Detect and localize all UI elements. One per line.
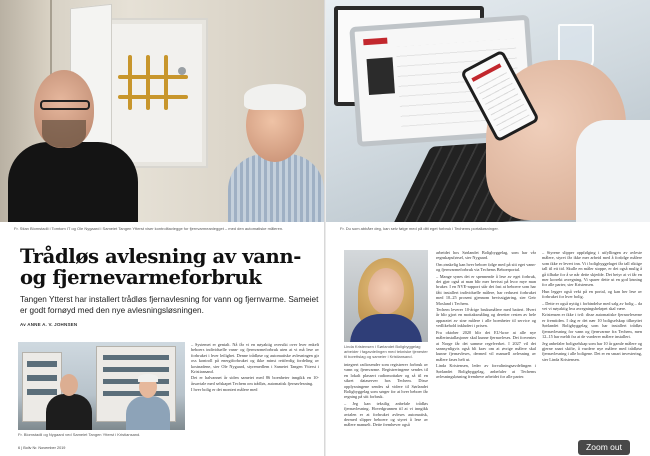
photo-person-man-blue-shirt xyxy=(126,376,170,430)
photo-person-man-black-jacket xyxy=(46,374,92,430)
paragraph: Om ønskelig kan hver beboer følge med på sitt eget vann- og fjernvarmeforbruk via Techems Beboerportal. xyxy=(436,261,536,273)
body-column-right-2 xyxy=(436,250,536,446)
paragraph: – Jeg kan tekstlig anbefale trådløs fjernavlesning. Hovedgrunnen til at vi inngikk avtalen er at forbruket avleses automatisk, dermed slipper beboere og styret å lese av målere manuelt. Dette fremhever også xyxy=(344,400,428,428)
paragraph: Kristensen er ikke i tvil: disse automatiske fjernavleserne er fremtiden. I dag er det nær 10 boligselskap tilknyttet Sørlandet Boligbyggelag som har installert trådløs fjernavlesning for vann og fjernvarme fra Techem, men 12–15 har meldt fra at de vurderer målere installert. xyxy=(542,312,642,340)
photo-laptop-and-phone xyxy=(326,0,650,222)
article-byline: Av ANNE A. V. JOHNSEN xyxy=(20,322,78,327)
photo-person-bearded-man xyxy=(8,70,138,222)
photo-portrait-woman xyxy=(344,250,428,342)
zoom-out-button[interactable]: Zoom out xyxy=(578,440,630,455)
caption-left-top: Fr. Stian Blomstadli i Tomtom IT og Ole Nygaard i Sameiet Tangen Ytterst viser kontrolltavlegge for fjernvarmeanlegget – med den automatiske måleren. xyxy=(14,226,284,231)
paragraph: arbeidet hos Sørlandet Boligbyggelag, som har vår regnskapsførsel, sier Nygaard. xyxy=(436,250,536,261)
caption-right-top: Fr. Du som abbåer deg, kan selv følge med på ditt eget forbruk i Techems portalløsninger. xyxy=(340,226,499,231)
article-headline: Trådløs avlesning av vann- og fjernevarmeforbruk xyxy=(20,245,301,289)
paragraph: – Systemet er genialt. Nå får vi en nøyaktig oversikt over hver enkelt beboers individuelle vann- og fjernvarmeforbruk uten at vi må lese av forbruket i hver leilighet. Denne trådløse og automatiske avlesningen gir oss kontroll på energiforbruket og ikke minst rettferdig fordeling av kostnadene, sier Ole Nygaard, styremedlem i Sameiet Tangen Ytterst i Kristiansand. xyxy=(191,342,319,375)
photo-men-at-meter-cabinet xyxy=(0,0,324,222)
photo-sleeve xyxy=(576,120,650,222)
paragraph: Jeg anbefaler boligselskap som har 10 år gamle målere og gjerne snart skifte, å vurdere nye målere med trådløse fjernavlesning i alle boligene. Det er en smart investering, sier Linda Kristensen. xyxy=(542,340,642,362)
paragraph: Hun legger også vekt på en portal, og kan her lese av forbruket for hver bolig. xyxy=(542,288,642,300)
body-column-right-1 xyxy=(344,362,428,446)
left-page xyxy=(0,0,324,456)
paragraph: Linda Kristensen, leder av forvaltningsavdelingen i Sørlandet Boligbyggelag, anbefaler at Techems avlesningsløsning fremheve arbeidet for alle parter. xyxy=(436,363,536,379)
caption-small-photo: Fr. Blomstadli og Nygaard ved Sameiet Tangen Ytterst i Kristiansand. xyxy=(18,432,141,437)
article-deck: Tangen Ytterst har installert trådløs fjernavlesning for vann og fjernvarme. Sameiet er godt fornøyd med den nye avlesningsløsningen. xyxy=(20,295,319,315)
paragraph: – Styrene slipper oppfølging i utfyllingen av avleste målere, styret får ikke mer arbeid med å forfølge målere som ikke er levert inn. Vi i boligbyggelaget får tall riktige tall til ett tid. Skulle en måler stoppe, er det også mulig å gå tilbake for å se når dette skjedde. Det betyr at vi får en mer korrekt avregning. Vi sparer dette ut en god løsning for alle parter, sier Kristensen. xyxy=(542,250,642,288)
paragraph: – Dette er også nyttig i forbindelse med salg av bolig – da vet vi nøyaktig hva avregningsbeløpet skal være. xyxy=(542,300,642,312)
paragraph: Fra oktober 2020 blir det EU-krav at alle nye målerinstallasjoner skal kunne fjernavleses. Det forventes at Norge får det samme regelverket. I 2027 vil det sannsynligvis også bli krav om at øvrige målere skal kunne fjernavleses, dermed vil manuell avlesning av målere fases helt ut. xyxy=(436,329,536,362)
paragraph: Det er halvannet år siden sameiet med 86 boenheter inngikk en 10-årsavtale med selskapet Techem om trådløs, automatisk fjernavlesning. xyxy=(191,375,319,386)
caption-portrait: Linda Kristensen i Sørlandet Boligbyggelag arbeider i fagavdelingen med tekniske tjenester til borettslag og sameier i Kristiansand. xyxy=(344,344,428,359)
photo-person-older-man xyxy=(228,88,324,222)
photo-men-outside-building xyxy=(18,342,185,430)
paragraph: I hver bolig er det montert målere med xyxy=(191,387,258,393)
paragraph: Techem leverer 10-årige bruksmålere med batteri. Hvert år blir gjort en mottaksmåling og deretter resten av hele apparatet av sine målere i alle boenheter til service og vedlikehold inkludert i prisen. xyxy=(436,307,536,329)
right-page xyxy=(326,0,650,456)
paragraph: – Mange synes det er spennende å lese av eget forbruk, det gjør også at man blir mer bevisst på hvor mye man bruker. I en NVE-rapport står det fast at beboere som har fått installert individuelle målere, har redusert forbruket med 10–25 prosent gjennom bevisstgjøring, sier Geir Mosland i Techem. xyxy=(436,273,536,306)
page-footer: 6 | Boliv Nr. November 2019 xyxy=(18,446,66,450)
body-column-left xyxy=(191,342,319,446)
paragraph: integrert radiosender som registrerer forbruk av vann og fjernvarme. Registreringene sendes til en lokalt plassert radiomottaker og så til en sikret dataserver hos Techem. Disse opplysningene sendes så videre til Sørlandet Boligbyggelag som sørger for at hver beboer får regning på sitt forbruk. xyxy=(344,362,428,400)
body-column-right-3 xyxy=(542,250,642,446)
